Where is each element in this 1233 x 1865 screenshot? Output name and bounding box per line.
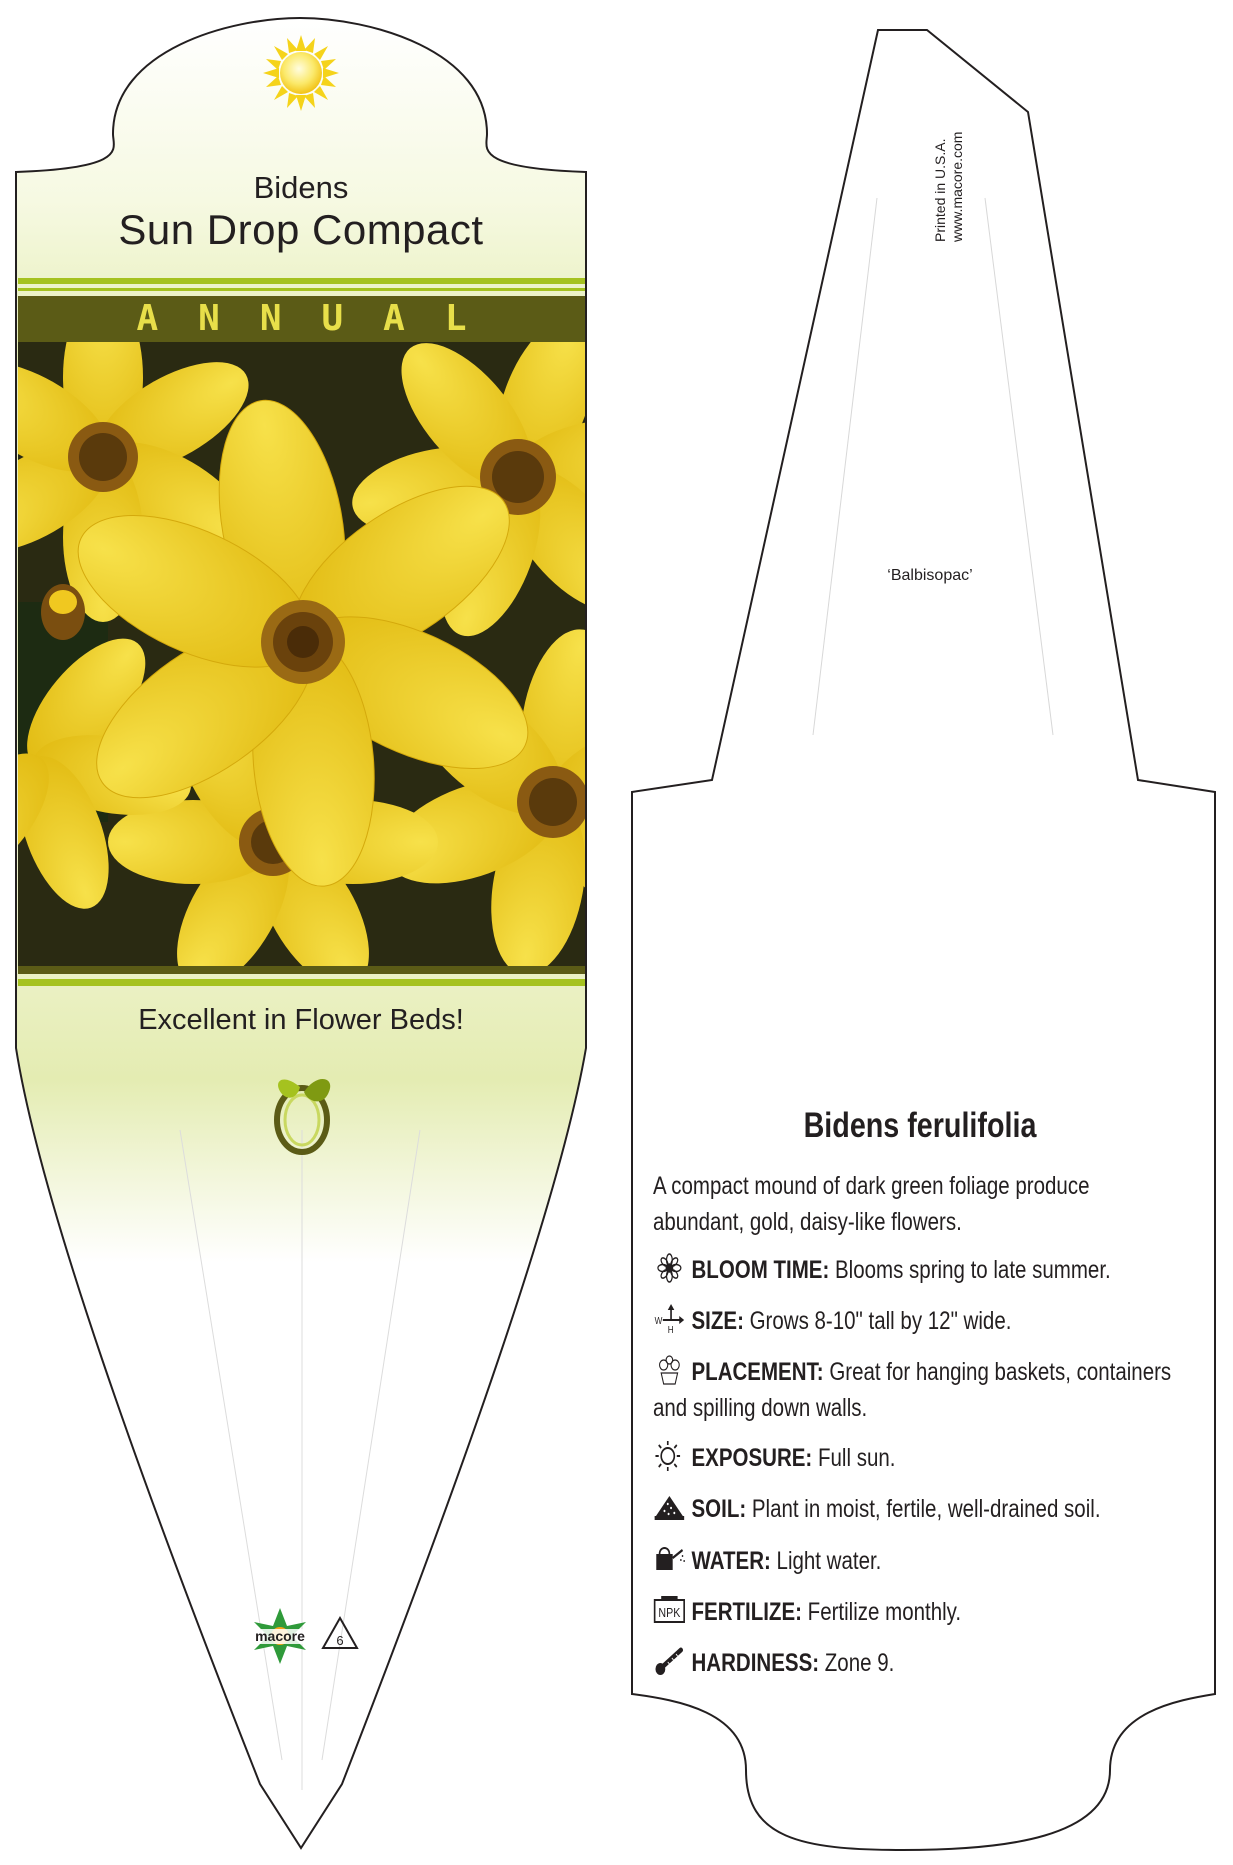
attr-label: WATER:	[691, 1547, 771, 1575]
attr-label: PLACEMENT:	[691, 1358, 824, 1386]
attribute-fertilize	[653, 1594, 1178, 1630]
attr-label: SIZE:	[691, 1307, 744, 1335]
attr-text: Light water.	[776, 1547, 882, 1575]
flower-photo	[18, 342, 585, 966]
recycle-number: 6	[336, 1633, 344, 1648]
size-icon	[653, 1304, 686, 1334]
size-icon-w: W	[654, 1315, 663, 1327]
cultivar-name: ‘Balbisopac’	[887, 567, 973, 584]
recycle-icon	[323, 1618, 357, 1648]
species-name: Bidens ferulifolia	[803, 1106, 1037, 1145]
soil-icon	[653, 1492, 686, 1522]
tagline: Excellent in Flower Beds!	[138, 1004, 464, 1036]
flower-illustration	[18, 342, 585, 966]
attribute-placement	[653, 1354, 1178, 1426]
attr-text: Plant in moist, fertile, well-drained soil.	[751, 1495, 1101, 1523]
attribute-size	[653, 1303, 1178, 1339]
printed-in: Printed in U.S.A.	[932, 138, 948, 242]
attr-label: FERTILIZE:	[691, 1598, 802, 1626]
website: www.macore.com	[949, 131, 965, 242]
attr-text: Fertilize monthly.	[807, 1598, 962, 1626]
watering-can-icon	[653, 1544, 686, 1574]
attr-label: EXPOSURE:	[691, 1444, 813, 1472]
attribute-water	[653, 1543, 1178, 1579]
attr-text: Full sun.	[817, 1444, 896, 1472]
exposure-sun-icon	[653, 1441, 686, 1471]
attr-text: Grows 8-10" tall by 12" wide.	[749, 1307, 1012, 1335]
attr-text: Zone 9.	[824, 1649, 895, 1677]
thermometer-icon	[653, 1646, 686, 1676]
attr-label: HARDINESS:	[691, 1649, 820, 1677]
size-icon-h: H	[667, 1324, 674, 1335]
plant-description: A compact mound of dark green foliage produce abundant, gold, daisy-like flowers.	[653, 1172, 1090, 1236]
plant-type-label: ANNUAL	[136, 298, 507, 339]
attr-text: Blooms spring to late summer.	[834, 1256, 1111, 1284]
npk-icon	[653, 1595, 686, 1625]
attr-label: SOIL:	[691, 1495, 747, 1523]
npk-icon-text: NPK	[658, 1605, 681, 1621]
attribute-soil	[653, 1491, 1178, 1527]
sun-icon	[263, 35, 339, 111]
genus-name: Bidens	[253, 170, 349, 205]
printed-notice	[910, 92, 965, 242]
attr-label: BLOOM TIME:	[691, 1256, 830, 1284]
placement-icon	[653, 1355, 686, 1385]
bloom-icon	[653, 1253, 686, 1283]
brand-logo	[244, 1600, 364, 1670]
attr-text: Great for hanging baskets, containers and spilling down walls.	[653, 1358, 1172, 1422]
attribute-exposure	[653, 1440, 1178, 1476]
brand-name: macore	[255, 1628, 305, 1644]
attribute-hardiness	[653, 1645, 1178, 1681]
variety-name: Sun Drop Compact	[118, 206, 484, 253]
attribute-bloom-time	[653, 1252, 1178, 1288]
